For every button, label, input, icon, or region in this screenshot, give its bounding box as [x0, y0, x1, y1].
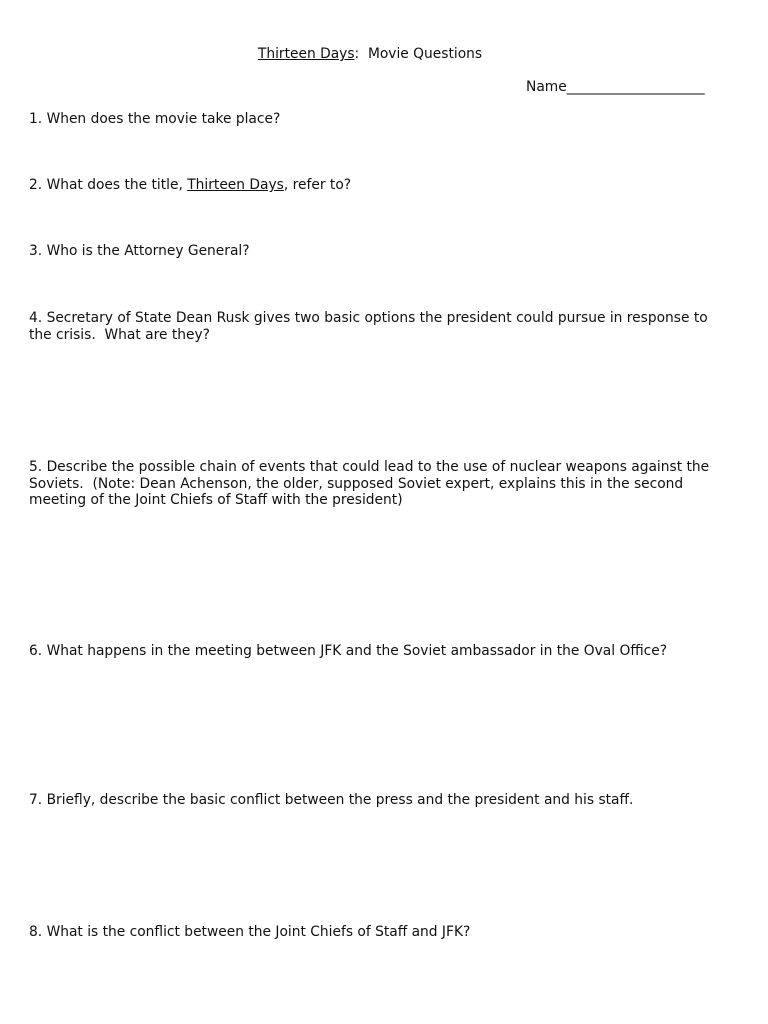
question-text: Who is the Attorney General?: [46, 243, 250, 259]
question-4: [29, 310, 719, 343]
question-number: 1.: [29, 111, 43, 127]
question-number: 8.: [29, 924, 43, 940]
question-number: 3.: [29, 243, 43, 259]
question-number: 7.: [29, 792, 43, 808]
question-number: 2.: [29, 177, 43, 193]
question-number: 6.: [29, 643, 43, 659]
question-3: [29, 243, 719, 260]
name-label: Name: [526, 79, 567, 95]
question-text-before: What does the title,: [46, 177, 188, 193]
question-7: [29, 792, 719, 809]
name-field: [526, 78, 705, 96]
question-1: [29, 111, 719, 128]
question-text: Secretary of State Dean Rusk gives two basic options the president could pursue in response to the crisis. What are they?: [29, 310, 713, 343]
question-8: [29, 924, 719, 941]
name-blank-line: ____________________: [566, 79, 705, 95]
question-text: What happens in the meeting between JFK and the Soviet ambassador in the Oval Office?: [46, 643, 668, 659]
question-number: 5.: [29, 459, 43, 475]
question-number: 4.: [29, 310, 43, 326]
question-text: What is the conflict between the Joint Chiefs of Staff and JFK?: [46, 924, 471, 940]
question-text: When does the movie take place?: [46, 111, 281, 127]
question-text-after: , refer to?: [283, 177, 352, 193]
question-6: [29, 643, 719, 660]
question-text: Describe the possible chain of events that could lead to the use of nuclear weapons against the Soviets. (Note: Dean Achenson, the older, supposed Soviet expert, explains this in the second meeting of the Joint Chiefs of Staff with the president): [29, 459, 714, 508]
question-text: Briefly, describe the basic conflict between the press and the president and his staff.: [46, 792, 634, 808]
title-movie-name: Thirteen Days: [257, 46, 355, 62]
question-text-title: Thirteen Days: [187, 177, 284, 193]
question-2: [29, 177, 719, 194]
page-title: [0, 45, 768, 63]
title-suffix: : Movie Questions: [354, 46, 483, 62]
question-5: [29, 459, 719, 509]
